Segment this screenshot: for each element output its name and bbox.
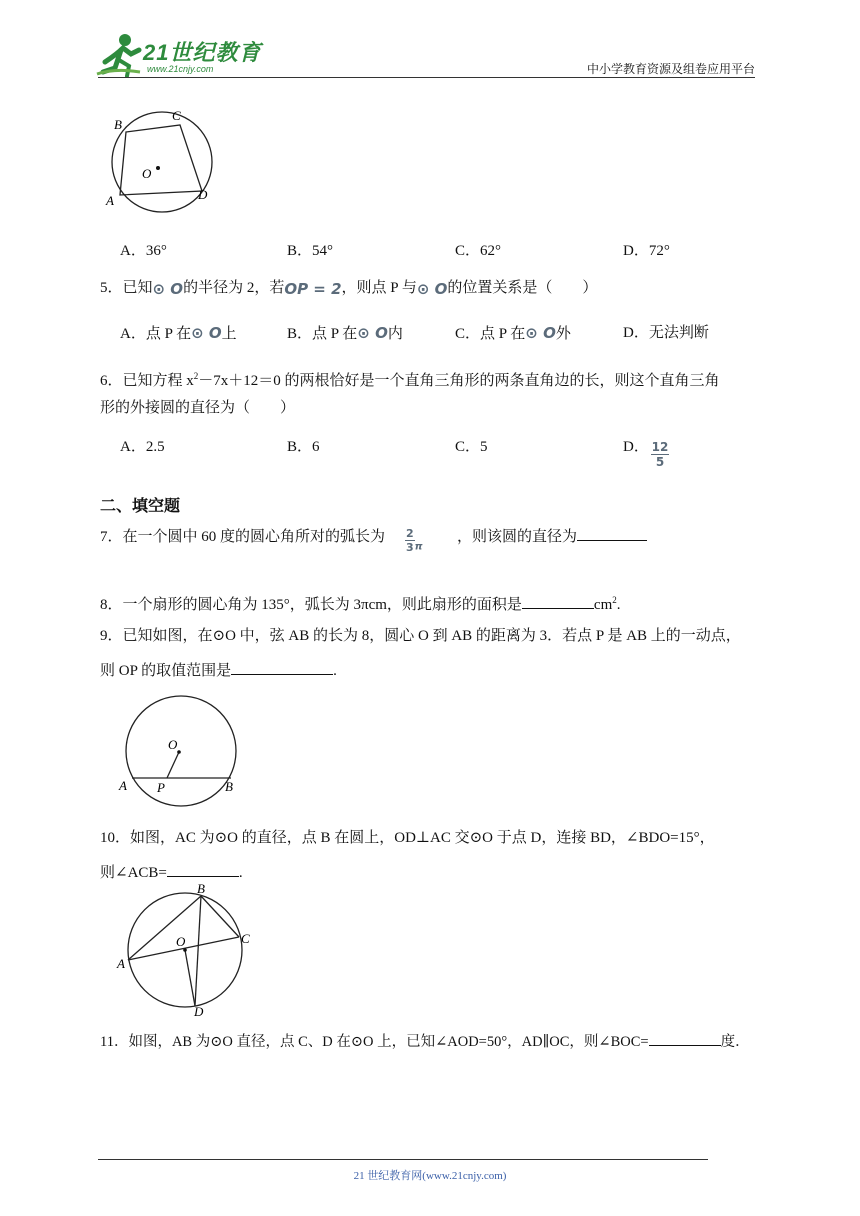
label-C: C [241,931,250,946]
answer-blank[interactable] [167,860,239,877]
q4-option-b: B．54° [287,243,334,259]
label-C: C [172,108,181,123]
chord-ab [128,896,201,960]
segment-od [185,950,195,1006]
question-6-line1: 6．已知方程 $x^2-7x+12=0$ 的两根恰好是一个直角三角形的两条直角边的长，则这个直角三角 [100,371,720,389]
q6-option-c: C．5 [455,439,488,455]
figure-diameter-ac [115,882,260,1017]
label-B: B [114,117,122,132]
quadrilateral-ABCD [120,125,202,195]
question-8: 8．一个扇形的圆心角为 135°，弧长为 3πcm，则此扇形的面积是 $cm^2$. [100,589,620,616]
question-9-line2: 则 OP 的取值范围是 . [100,658,337,682]
q5-option-a: A．点 P 在⊙ O上 [120,324,237,342]
label-A: A [119,778,127,793]
label-O: O [176,934,186,949]
label-O: O [142,166,152,181]
center-point [156,166,160,170]
answer-blank[interactable] [649,1029,721,1046]
q6-option-b: B．6 [287,439,320,455]
logo-title: 21世纪教育 [143,40,262,65]
question-10-line1: 10．如图，AC 为⊙O 的直径，点 B 在圆上，OD⊥AC 交⊙O 于点 D，连接 BD，∠BDO=15°， [100,830,715,846]
label-P: P [157,780,165,795]
q6-option-a: A．2.5 [120,439,165,455]
q5-option-c: C．点 P 在⊙ O外 [455,324,571,342]
q6-fraction-12-5: 12 5 [651,440,669,469]
circle-o-symbol-icon: ⊙ O [416,279,448,298]
label-D: D [198,187,208,202]
question-10-line2: 则∠ACB= . [100,860,243,884]
answer-blank[interactable] [522,592,594,609]
figure-chord-ab [115,695,250,810]
label-B: B [197,882,205,896]
question-11: 11．如图，AB 为⊙O 直径，点 C、D 在⊙O 上，已知∠AOD=50°，AD∥OC，则∠BOC= 度． [100,1029,750,1053]
center-point [177,750,181,754]
question-5: 5．已知⊙ O的半径为 2，若OP = 2，则点 P 与⊙ O的位置关系是（ ） [100,279,598,298]
question-7: 7．在一个圆中 60 度的圆心角所对的弧长为 ，则该圆的直径为 [100,524,647,548]
q4-option-d: D．72° [623,243,670,259]
question-9-line1: 9．已知如图，在⊙O 中，弦 AB 的长为 8，圆心 O 到 AB 的距离为 3．若点 P 是 AB 上的一动点， [100,628,741,644]
figure-cyclic-quadrilateral [102,105,222,215]
header-right-text: 中小学教育资源及组卷应用平台 [586,62,755,76]
footer-rule [98,1159,708,1160]
chord-bc [201,896,239,937]
op-equation: OP = 2 [284,279,342,298]
answer-blank[interactable] [577,524,647,541]
segment-op [167,752,179,778]
runner-logo-icon [95,32,145,77]
footer-link[interactable]: 21 世纪教育网(www.21cnjy.com) [353,1170,507,1182]
chord-bd [195,896,201,1006]
label-D: D [194,1004,204,1017]
circle-o-symbol-icon: ⊙ O [357,324,388,342]
label-A: A [117,956,125,971]
label-O: O [168,737,178,752]
answer-blank[interactable] [231,658,333,675]
circle-o-symbol-icon: ⊙ O [525,324,556,342]
question-6-line2: 形的外接圆的直径为（ ） [100,400,296,416]
logo-url: www.21cnjy.com [147,64,214,74]
q7-fraction-2-3pi: $\frac{2}{3}$ π [406,527,423,554]
q5-option-d: D．无法判断 [623,325,709,341]
label-A: A [106,193,114,208]
header-rule [98,77,755,78]
q4-option-a: A．36° [120,243,167,259]
section-title-fill-in: 二、填空题 [100,496,181,515]
q4-option-c: C．62° [455,243,502,259]
q6-option-d: D． [623,439,649,455]
header-logo [95,30,295,80]
circle-o-symbol-icon: ⊙ O [191,324,222,342]
circle-o-symbol-icon: ⊙ O [152,279,184,298]
q5-option-b: B．点 P 在⊙ O内 [287,324,403,342]
circle [126,696,236,806]
label-B: B [225,779,233,794]
